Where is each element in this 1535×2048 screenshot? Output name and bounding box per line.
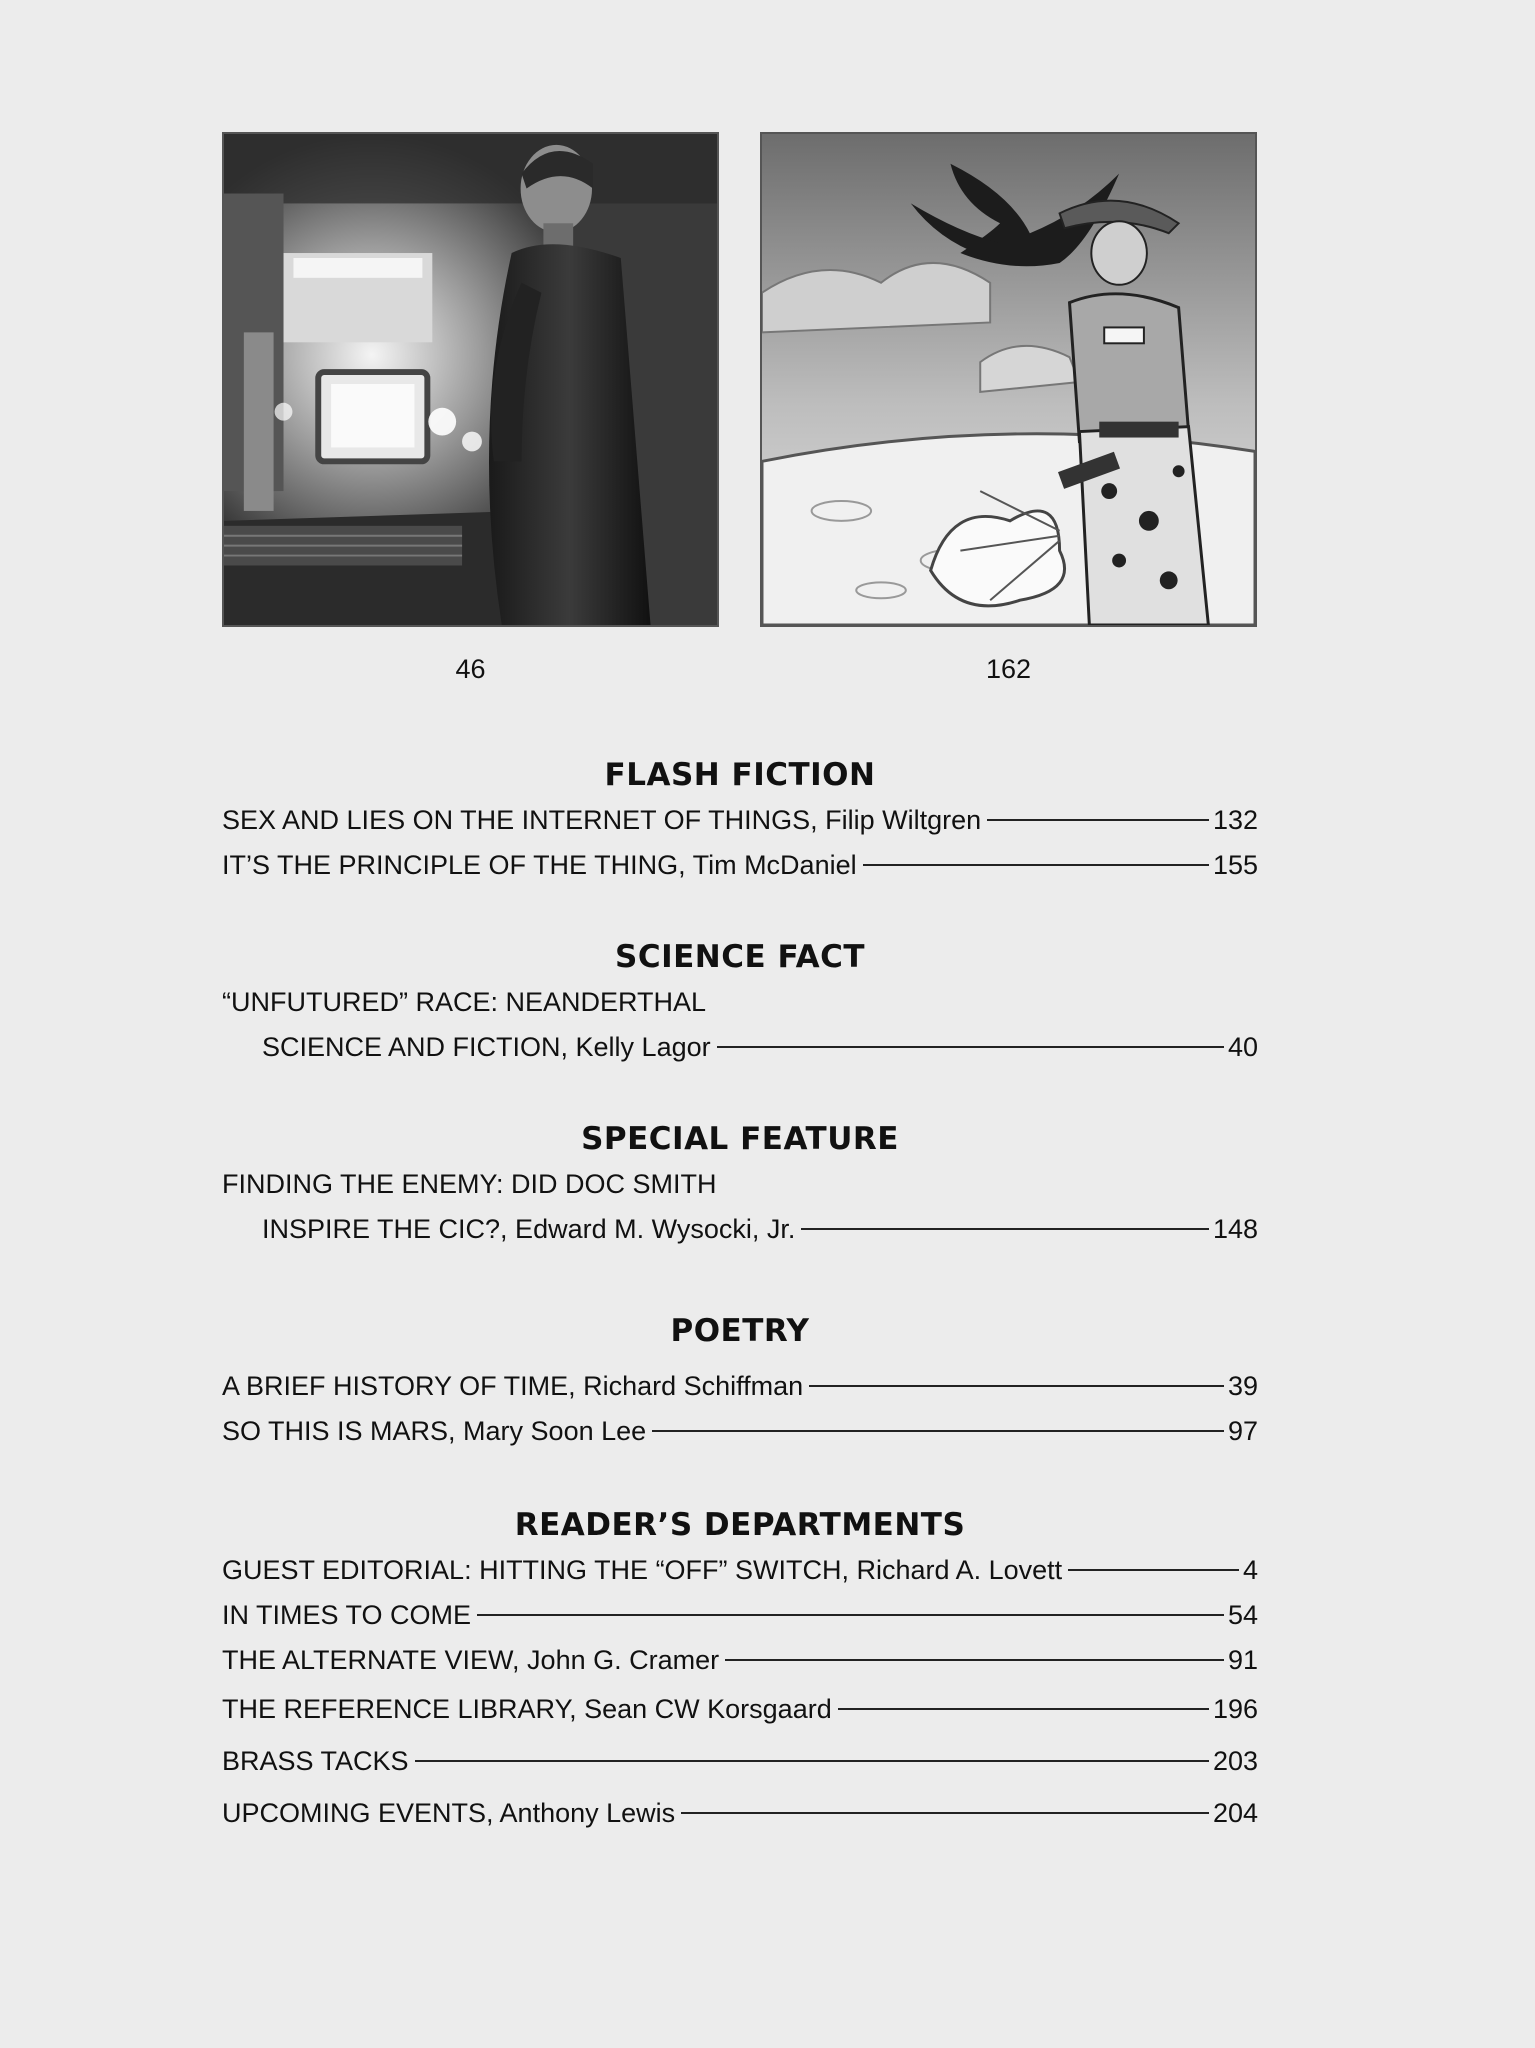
entry-page-number: 204 (1212, 1798, 1258, 1828)
leader-line (987, 819, 1209, 821)
section-heading: POETRY (670, 1313, 810, 1349)
toc-entry[interactable] (222, 1409, 1258, 1454)
entry-page-number: 91 (1227, 1645, 1258, 1675)
leader-line (717, 1046, 1224, 1048)
leader-line (809, 1385, 1224, 1387)
toc-entry[interactable] (222, 1735, 1258, 1787)
leader-line (838, 1708, 1209, 1710)
entry-title: IT’S THE PRINCIPLE OF THE THING, Tim McDaniel (222, 850, 857, 880)
toc-entry[interactable] (222, 1548, 1258, 1593)
entry-page-number: 4 (1242, 1555, 1258, 1585)
illustration-page-number-right: 162 (985, 654, 1032, 684)
leader-line (652, 1430, 1224, 1432)
entry-page-number: 54 (1227, 1600, 1258, 1630)
entry-page-number: 97 (1227, 1416, 1258, 1446)
leader-line (725, 1659, 1224, 1661)
section-readers-departments (222, 1502, 1258, 1839)
entry-title: UPCOMING EVENTS, Anthony Lewis (222, 1798, 676, 1828)
man-at-console-illustration (222, 132, 719, 627)
toc-entry[interactable] (222, 1364, 1258, 1409)
leader-line (477, 1614, 1224, 1616)
section-flash-fiction (222, 752, 1258, 888)
section-heading: FLASH FICTION (604, 757, 876, 793)
entry-page-number: 39 (1227, 1371, 1258, 1401)
entry-title: SEX AND LIES ON THE INTERNET OF THINGS, Filip Wiltgren (222, 805, 982, 835)
toc-entry[interactable] (222, 1025, 1258, 1070)
toc-entry[interactable] (222, 1207, 1258, 1252)
toc-entry[interactable] (222, 1787, 1258, 1839)
entry-title-line[interactable]: “UNFUTURED” RACE: NEANDERTHAL (222, 987, 707, 1017)
toc-entry[interactable] (222, 843, 1258, 888)
toc-entry[interactable] (222, 1593, 1258, 1638)
section-science-fact (222, 934, 1258, 1070)
entry-page-number: 148 (1212, 1214, 1258, 1244)
section-heading: SPECIAL FEATURE (581, 1121, 899, 1157)
cowboy-and-raven-illustration (760, 132, 1257, 627)
entry-title: THE REFERENCE LIBRARY, Sean CW Korsgaard (222, 1694, 832, 1724)
entry-title-line[interactable]: FINDING THE ENEMY: DID DOC SMITH (222, 1169, 717, 1199)
entry-page-number: 203 (1212, 1746, 1258, 1776)
entry-title: INSPIRE THE CIC?, Edward M. Wysocki, Jr. (262, 1214, 796, 1244)
entry-title: A BRIEF HISTORY OF TIME, Richard Schiffman (222, 1371, 804, 1401)
section-heading: READER’S DEPARTMENTS (514, 1507, 966, 1543)
entry-title: GUEST EDITORIAL: HITTING THE “OFF” SWITCH, Richard A. Lovett (222, 1555, 1063, 1585)
entry-title: BRASS TACKS (222, 1746, 409, 1776)
entry-page-number: 40 (1227, 1032, 1258, 1062)
toc-entry[interactable] (222, 1683, 1258, 1735)
table-of-contents (222, 752, 1258, 1839)
toc-entry[interactable] (222, 798, 1258, 843)
section-heading: SCIENCE FACT (615, 939, 865, 975)
entry-page-number: 155 (1212, 850, 1258, 880)
entry-title: IN TIMES TO COME (222, 1600, 472, 1630)
leader-line (1068, 1569, 1239, 1571)
leader-line (801, 1228, 1209, 1230)
entry-page-number: 132 (1212, 805, 1258, 835)
illustration-page-number-left: 46 (455, 654, 486, 684)
entry-title: THE ALTERNATE VIEW, John G. Cramer (222, 1645, 720, 1675)
leader-line (863, 864, 1209, 866)
leader-line (415, 1760, 1209, 1762)
leader-line (681, 1812, 1209, 1814)
entry-page-number: 196 (1212, 1694, 1258, 1724)
entry-title: SCIENCE AND FICTION, Kelly Lagor (262, 1032, 711, 1062)
toc-entry[interactable] (222, 1638, 1258, 1683)
entry-title: SO THIS IS MARS, Mary Soon Lee (222, 1416, 647, 1446)
section-special-feature (222, 1116, 1258, 1252)
section-poetry (222, 1308, 1258, 1454)
